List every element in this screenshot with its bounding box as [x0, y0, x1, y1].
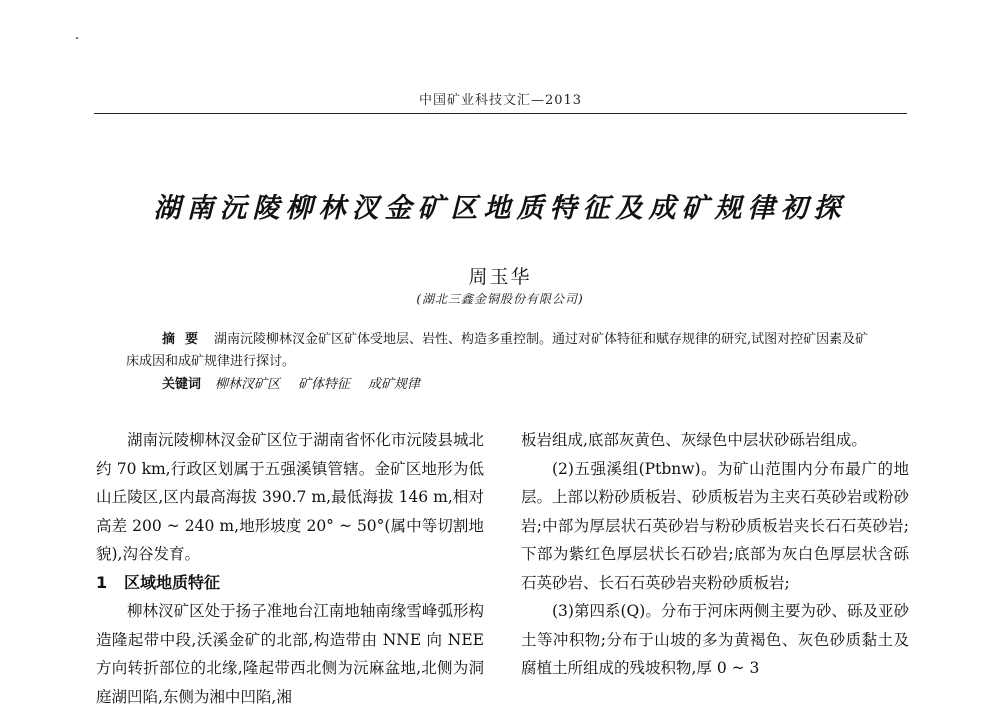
abstract-paragraph [126, 329, 876, 373]
section-number: 1 [96, 572, 108, 592]
scan-speck [76, 37, 78, 39]
keyword: 矿体特征 [298, 377, 351, 392]
section-paragraph: 柳林汊矿区处于扬子准地台江南地轴南缘雪峰弧形构造隆起带中段,沃溪金矿的北部,构造带由 NNE 向 NEE 方向转折部位的北缘,隆起带西北侧为沅麻盆地,北侧为洞庭湖凹陷,东侧为湘中凹陷,湘 [96, 602, 484, 706]
keywords-label: 关键词 [162, 377, 202, 392]
keyword: 成矿规律 [368, 377, 421, 392]
body-paragraph: (3)第四系(Q)。分布于河床两侧主要为砂、砾及亚砂土等冲积物;分布于山坡的多为黄褐色、灰色砂质黏土及腐植土所组成的残坡积物,厚 0 ~ 3 [521, 602, 909, 677]
header-rule [94, 113, 907, 114]
section-title: 区域地质特征 [124, 572, 221, 592]
article-title: 湖南沅陵柳林汊金矿区地质特征及成矿规律初探 [153, 193, 847, 224]
intro-paragraph: 湖南沅陵柳林汊金矿区位于湖南省怀化市沅陵县城北约 70 km,行政区划属于五强溪镇管辖。金矿区地形为低山丘陵区,区内最高海拔 390.7 m,最低海拔 146 m,相对高差 200 ~ 240 m,地形坡度 20° ~ 50°(属中等切割地貌),沟谷发育。 [96, 431, 484, 563]
author-name: 周玉华 [468, 266, 532, 288]
abstract-label: 摘要 [162, 332, 209, 347]
section-heading [96, 569, 484, 598]
keywords-line [126, 374, 876, 396]
running-header: 中国矿业科技文汇—2013 [418, 93, 583, 108]
abstract-block [126, 329, 876, 396]
body-paragraph: 板岩组成,底部灰黄色、灰绿色中层状砂砾岩组成。 [521, 431, 867, 449]
author-affiliation: (湖北三鑫金铜股份有限公司) [416, 292, 584, 306]
keyword: 柳林汊矿区 [215, 377, 281, 392]
body-paragraph: (2)五强溪组(Ptbnw)。为矿山范围内分布最广的地层。上部以粉砂质板岩、砂质板岩为主夹石英砂岩或粉砂岩;中部为厚层状石英砂岩与粉砂质板岩夹长石石英砂岩;下部为紫红色厚层状长石砂岩;底部为灰白色厚层状含砾石英砂岩、长石石英砂岩夹粉砂质板岩; [521, 459, 909, 592]
left-column [96, 426, 484, 711]
abstract-text: 湖南沅陵柳林汊金矿区矿体受地层、岩性、构造多重控制。通过对矿体特征和赋存规律的研究,试图对控矿因素及矿床成因和成矿规律进行探讨。 [126, 332, 869, 369]
right-column [521, 426, 909, 683]
